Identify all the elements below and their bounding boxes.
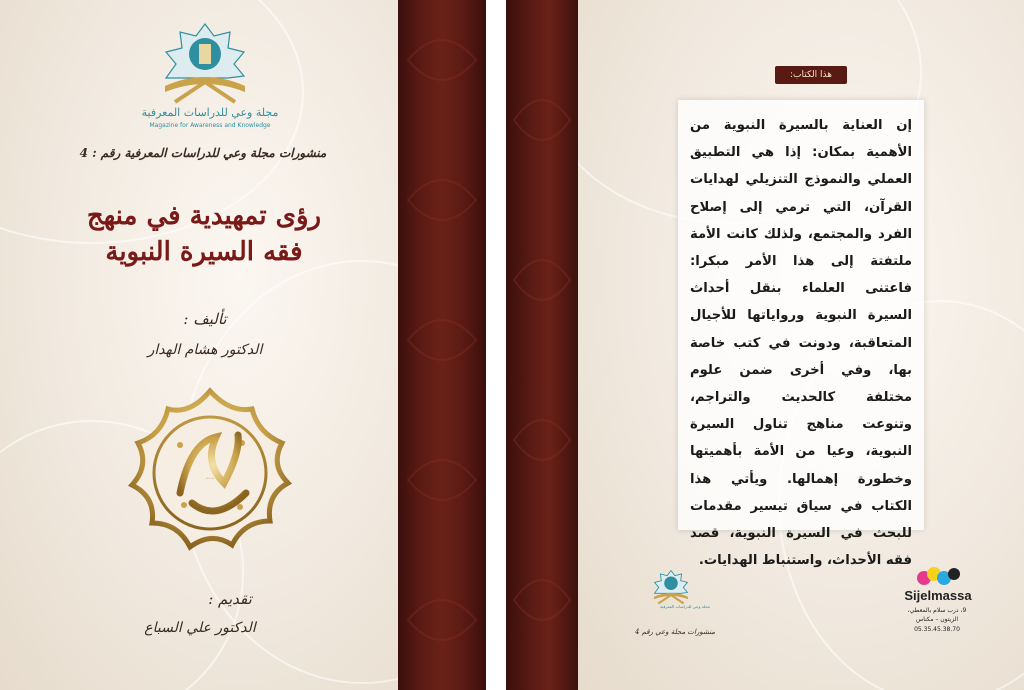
book-title-line1: رؤى تمهيدية في منهج bbox=[86, 201, 322, 231]
magazine-logo-icon bbox=[150, 18, 260, 108]
strip-pattern-icon bbox=[506, 0, 578, 690]
back-strip bbox=[506, 0, 578, 690]
spine-pattern-icon bbox=[398, 0, 486, 690]
printer-address: 9، درب سلام بالمعطي، الزيتون – مكناس bbox=[907, 607, 967, 623]
book-title bbox=[10, 198, 398, 270]
printer-phone: 05.35.45.38.70 bbox=[914, 626, 960, 633]
emblem-text: عالم الكلم bbox=[205, 478, 215, 480]
magazine-logo-text: مجلة وعي للدراسات المعرفية bbox=[141, 106, 279, 119]
book-title-line2: فقه السيرة النبوية bbox=[105, 237, 303, 267]
cover-gap bbox=[486, 0, 506, 690]
magazine-logo-subtext: Magazine for Awareness and Knowledge bbox=[149, 122, 271, 129]
about-book-label: هذا الكتاب: bbox=[775, 66, 847, 84]
author-name: الدكتور هشام الهدار bbox=[147, 342, 263, 358]
printer-logo-icon bbox=[916, 564, 962, 588]
series-line: منشورات مجلة وعي للدراسات المعرفية رقم : 4 bbox=[79, 146, 327, 160]
publisher-series: منشورات مجلة وعي رقم 4 bbox=[634, 628, 716, 636]
preface-name: الدكتور علي السباع bbox=[144, 620, 256, 636]
publisher-logo-icon bbox=[646, 568, 696, 606]
printer-name: Sijelmassa bbox=[904, 588, 972, 603]
preface-label: تقديم : bbox=[208, 590, 252, 608]
book-spine bbox=[398, 0, 486, 690]
calligraphy-emblem-icon bbox=[120, 383, 300, 563]
publisher-logo-text: مجلة وعي للدراسات المعرفية bbox=[660, 604, 710, 609]
book-description: إن العناية بالسيرة النبوية من الأهمية بمكان: إذا هي التطبيق العملي والنموذج التنزيلي لهدايات القرآن، التي ترمي إلى إصلاح الفرد والمجتمع، ولذلك كانت الأمة ملتفتة إلى هذا الأمر مبكرا: فاعتنى العلماء بنقل أحداث السيرة النبوية ورواياتها للأجيال المتعاقبة، ودونت في كتب خاصة بها، وفي أخرى ضمن علوم مختلفة كالحديث والتراجم، وتنوعت مناهج تناول السيرة النبوية، وعيا من الأمة بأهميتها وخطورة إهمالها. ويأتي هذا الكتاب في سياق تيسير مقدمات للبحث في السيرة النبوية، قصد فقه الأحداث، واستنباط الهدايات. bbox=[690, 118, 912, 569]
author-label: تأليف : bbox=[183, 310, 227, 328]
